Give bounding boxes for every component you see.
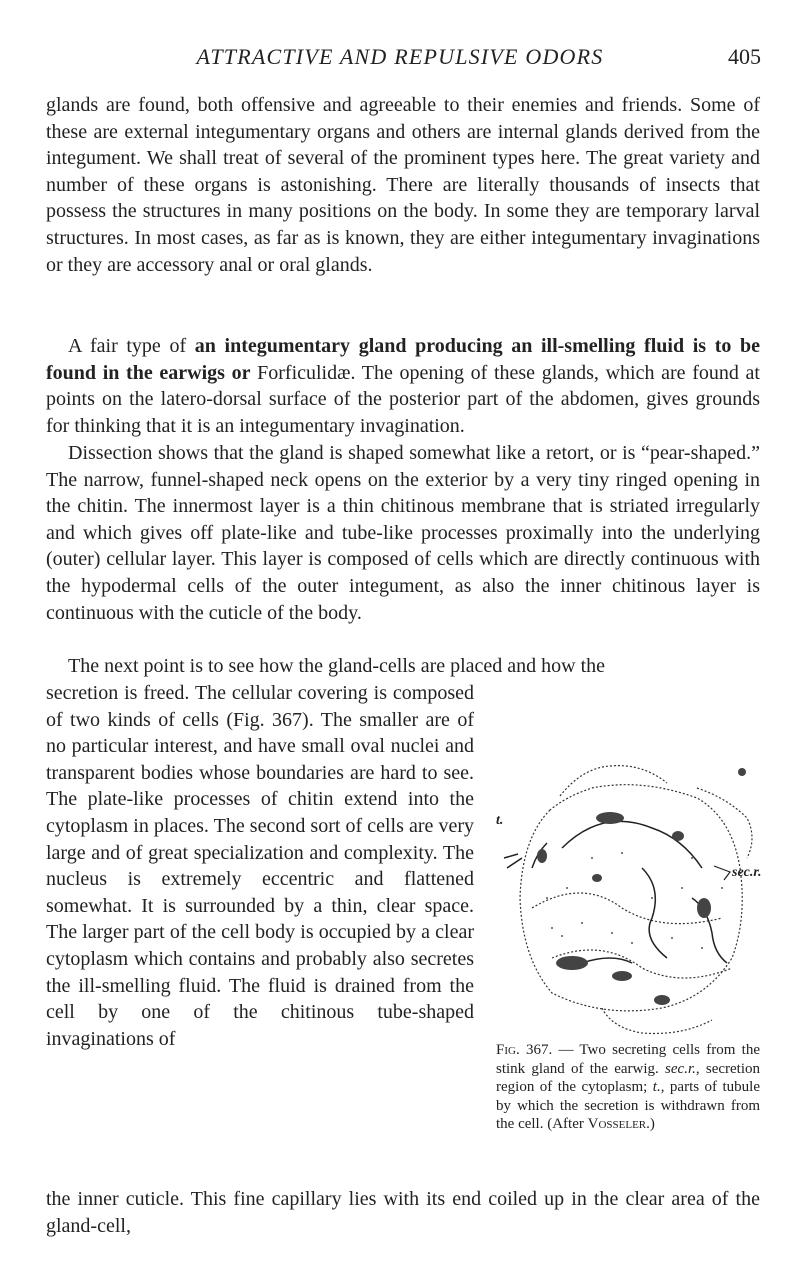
caption-t: t. (652, 1079, 661, 1095)
paragraph-4-wrapped: secretion is freed. The cellular covering is composed of two kinds of cells (Fig. 367). The smaller are of no particular interest, and have small oval nuclei and transparent bodies whose boundaries are hard to see. The plate-like processes of chitin extend into the cytoplasm in places. The second sort of cells are very large and of great specialization and complexity. The nucleus is extremely eccentric and flattened somewhat. It is surrounded by a thin, clear space. The larger part of the cell body is occupied by a clear cytoplasm which contains and probably also secretes the ill-smelling fluid. The fluid is drained from the cell by one of the chitinous tube-shaped invaginations of (46, 682, 474, 1050)
page-number: 405 (728, 44, 761, 69)
paragraph-2-bold: an integumentary gland producing an ill-smelling fluid is to be found in the earwigs or (46, 335, 760, 384)
caption-sec-r: sec.r. (665, 1060, 696, 1077)
caption-fig-label: Fig. (496, 1042, 520, 1058)
paragraph-2-rest: Forficulidæ. The opening of these glands, which are found at points on the latero-dorsal surface of the posterior part of the abdomen, gives grounds for thinking that it is an integumentary invagination. (46, 361, 760, 437)
figure-label-sec-r: sec.r. (732, 865, 762, 880)
paragraph-4-first-line: The next point is to see how the gland-cells are placed and how the (68, 655, 606, 677)
caption-author: Vosseler (587, 1116, 647, 1132)
page-header (0, 44, 800, 74)
caption-close: .) (646, 1116, 655, 1132)
paragraph-2-start: A fair type of (68, 335, 195, 357)
figure-caption (496, 1041, 760, 1134)
caption-text: 367. — Two secreting cells from the stink gland of the earwig. (496, 1042, 760, 1077)
paragraph-4-end: the inner cuticle. This fine capillary lies with its end coiled up in the clear area of the gland-cell, (46, 1188, 760, 1237)
secreting-cells-drawing (492, 758, 762, 1040)
figure-label-t: t. (496, 813, 504, 828)
caption-end: , parts of tubule by which the secretion is withdrawn from the cell. (After (496, 1079, 760, 1132)
paragraph-2 (46, 333, 760, 439)
figure-367-illustration (492, 758, 762, 1040)
paragraph-1: glands are found, both offensive and agreeable to their enemies and friends. Some of these are external integumentary organs and others are internal glands derived from the integument. We shall treat of several of the prominent types here. The great variety and number of these organs is astonishing. There are literally thousands of insects that possess the structures in many positions on the body. In some they are temporary larval structures. In most cases, as far as is known, they are either integumentary invaginations or they are accessory anal or oral glands. (46, 94, 760, 276)
caption-mid: , secretion region of the cytoplasm; (496, 1060, 760, 1095)
paragraph-3: Dissection shows that the gland is shaped somewhat like a retort, or is “pear-shaped.” The narrow, funnel-shaped neck opens on the exterior by a very tiny ringed opening in the chitin. The innermost layer is a thin chitinous membrane that is striated irregularly and which gives off plate-like and tube-like processes proximally into the underlying (outer) cellular layer. This layer is composed of cells which are directly continuous with the hypodermal cells of the outer integument, as also the inner chitinous layer is continuous with the cuticle of the body. (46, 442, 760, 624)
running-head: ATTRACTIVE AND REPULSIVE ODORS (196, 44, 604, 69)
